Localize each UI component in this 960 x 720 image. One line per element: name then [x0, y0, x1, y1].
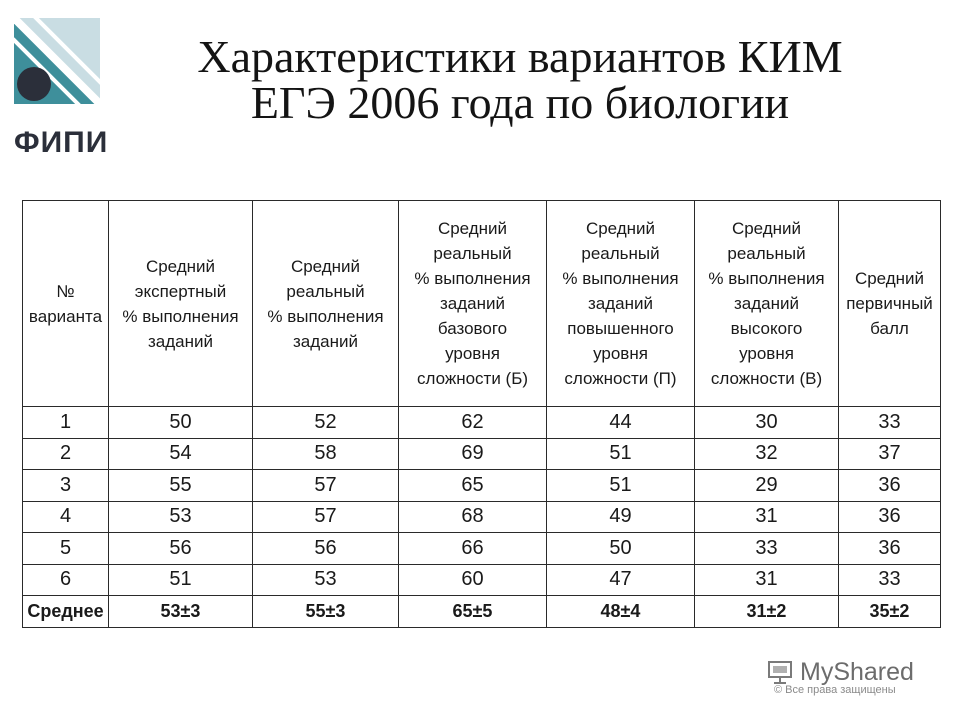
- variants-table-container: [22, 200, 942, 628]
- table-cell: 62: [399, 407, 547, 439]
- column-header-line: варианта: [28, 306, 103, 326]
- fipi-logo-text: ФИПИ: [14, 126, 109, 159]
- variant-number-cell: 4: [23, 501, 109, 533]
- column-header-line: Средний: [731, 219, 802, 238]
- average-label-cell: Среднее: [23, 596, 109, 628]
- table-cell: 54: [109, 438, 253, 470]
- column-header-line: уровня: [593, 344, 648, 363]
- table-cell: 68: [399, 501, 547, 533]
- column-header-line: заданий: [439, 294, 505, 313]
- average-cell: 53±3: [109, 596, 253, 628]
- column-header-line: сложности (Б): [416, 369, 529, 388]
- table-cell: 57: [253, 470, 399, 502]
- table-cell: 56: [109, 533, 253, 565]
- table-cell: 33: [839, 407, 941, 439]
- column-header-line: сложности (В): [710, 369, 823, 388]
- column-header-line: уровня: [445, 344, 500, 363]
- table-cell: 30: [695, 407, 839, 439]
- column-header: [23, 201, 109, 407]
- variant-number-cell: 1: [23, 407, 109, 439]
- table-cell: 33: [695, 533, 839, 565]
- table-cell: 65: [399, 470, 547, 502]
- table-cell: 32: [695, 438, 839, 470]
- column-header: [399, 201, 547, 407]
- column-header-line: % выполнения: [562, 269, 679, 288]
- column-header-line: экспертный: [134, 281, 227, 301]
- average-cell: 31±2: [695, 596, 839, 628]
- fipi-logo: [14, 18, 109, 159]
- variant-number-cell: 3: [23, 470, 109, 502]
- watermark-rights: © Все права защищены: [774, 684, 896, 696]
- column-header: [109, 201, 253, 407]
- variants-table: [22, 200, 941, 628]
- table-cell: 31: [695, 501, 839, 533]
- column-header: [253, 201, 399, 407]
- column-header-line: №: [56, 281, 75, 301]
- table-row: [23, 407, 941, 439]
- table-cell: 37: [839, 438, 941, 470]
- column-header-line: заданий: [587, 294, 653, 313]
- column-header-line: Средний: [585, 219, 656, 238]
- myshared-watermark: [766, 656, 956, 706]
- variant-number-cell: 6: [23, 564, 109, 596]
- average-row: [23, 596, 941, 628]
- column-header-line: реальный: [727, 244, 806, 263]
- table-cell: 55: [109, 470, 253, 502]
- table-header-row: [23, 201, 941, 407]
- column-header-line: % выполнения: [708, 269, 825, 288]
- column-header-line: первичный: [846, 294, 933, 313]
- fipi-logo-mark-icon: [14, 18, 100, 104]
- column-header-line: высокого: [730, 319, 803, 338]
- table-cell: 58: [253, 438, 399, 470]
- table-cell: 53: [109, 501, 253, 533]
- table-row: [23, 470, 941, 502]
- column-header-line: Средний: [437, 219, 508, 238]
- table-cell: 69: [399, 438, 547, 470]
- column-header-line: повышенного: [567, 319, 674, 338]
- table-row: [23, 438, 941, 470]
- column-header-line: заданий: [147, 331, 213, 351]
- column-header-line: Средний: [145, 256, 216, 276]
- average-cell: 55±3: [253, 596, 399, 628]
- column-header-line: базового: [437, 319, 508, 338]
- column-header-line: % выполнения: [267, 306, 384, 326]
- column-header: [695, 201, 839, 407]
- title-line-2: ЕГЭ 2006 года по биологии: [250, 77, 790, 128]
- table-row: [23, 564, 941, 596]
- column-header: [547, 201, 695, 407]
- column-header-line: сложности (П): [564, 369, 677, 388]
- column-header: [839, 201, 941, 407]
- table-cell: 36: [839, 533, 941, 565]
- column-header-line: реальный: [433, 244, 512, 263]
- column-header-line: реальный: [581, 244, 660, 263]
- table-cell: 56: [253, 533, 399, 565]
- average-cell: 65±5: [399, 596, 547, 628]
- table-cell: 53: [253, 564, 399, 596]
- table-cell: 44: [547, 407, 695, 439]
- column-header-line: % выполнения: [122, 306, 239, 326]
- table-cell: 31: [695, 564, 839, 596]
- column-header-line: Средний: [854, 269, 925, 288]
- table-cell: 50: [547, 533, 695, 565]
- table-cell: 66: [399, 533, 547, 565]
- table-cell: 51: [547, 438, 695, 470]
- column-header-line: балл: [870, 319, 909, 338]
- table-cell: 36: [839, 501, 941, 533]
- column-header-line: заданий: [292, 331, 358, 351]
- variant-number-cell: 5: [23, 533, 109, 565]
- table-body: [23, 407, 941, 628]
- title-line-1: Характеристики вариантов КИМ: [197, 31, 843, 82]
- column-header-line: заданий: [733, 294, 799, 313]
- page-title: [120, 31, 920, 128]
- column-header-line: реальный: [286, 281, 365, 301]
- watermark-brand: MyShared: [800, 658, 914, 686]
- table-cell: 51: [109, 564, 253, 596]
- table-row: [23, 501, 941, 533]
- average-cell: 48±4: [547, 596, 695, 628]
- table-cell: 49: [547, 501, 695, 533]
- table-cell: 50: [109, 407, 253, 439]
- column-header-line: уровня: [739, 344, 794, 363]
- variant-number-cell: 2: [23, 438, 109, 470]
- table-cell: 33: [839, 564, 941, 596]
- table-cell: 36: [839, 470, 941, 502]
- column-header-line: Средний: [290, 256, 361, 276]
- table-cell: 52: [253, 407, 399, 439]
- column-header-line: % выполнения: [414, 269, 531, 288]
- table-cell: 29: [695, 470, 839, 502]
- table-row: [23, 533, 941, 565]
- average-cell: 35±2: [839, 596, 941, 628]
- table-cell: 51: [547, 470, 695, 502]
- table-cell: 57: [253, 501, 399, 533]
- table-cell: 60: [399, 564, 547, 596]
- presentation-icon: [766, 658, 794, 686]
- table-cell: 47: [547, 564, 695, 596]
